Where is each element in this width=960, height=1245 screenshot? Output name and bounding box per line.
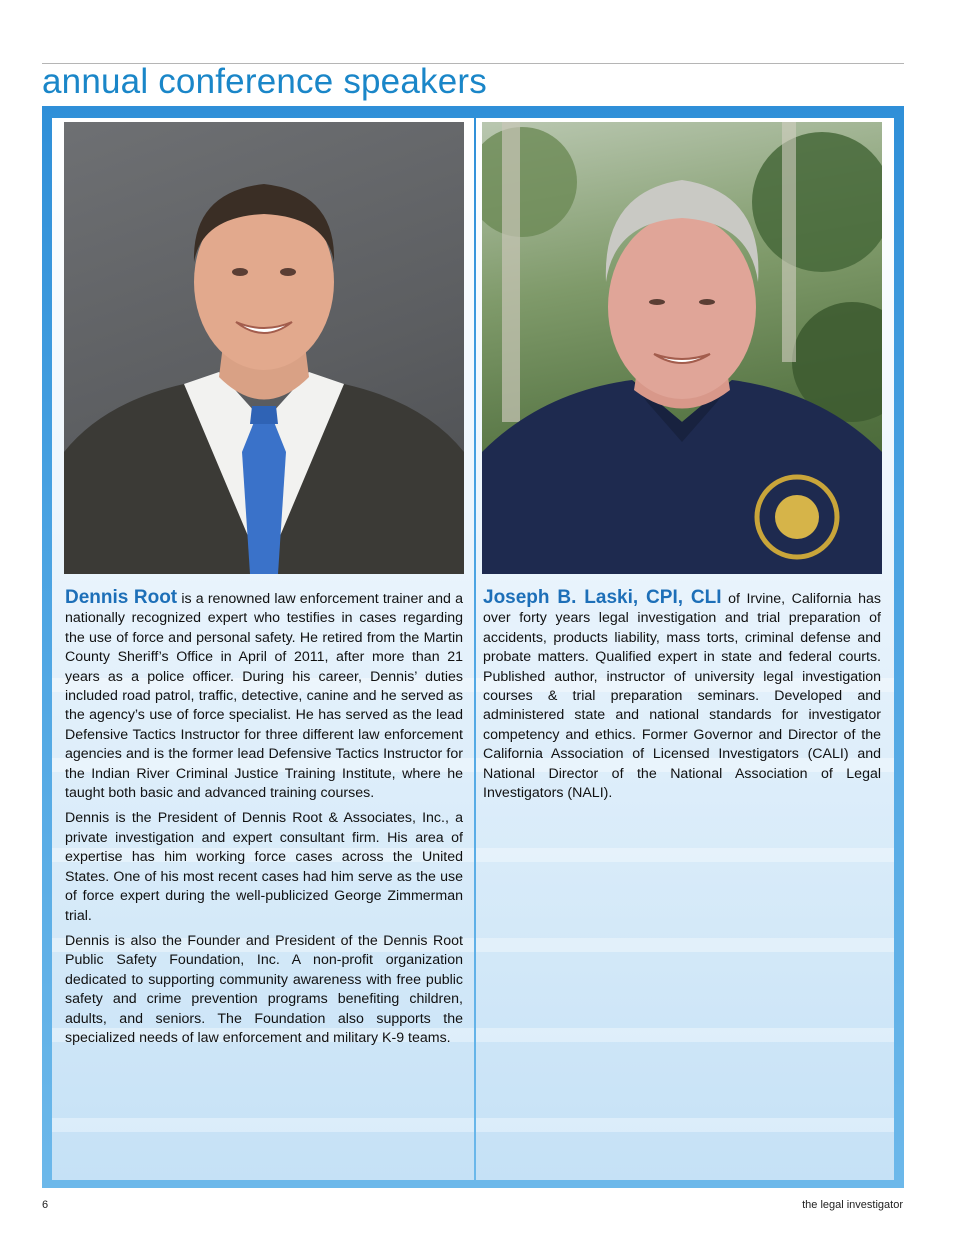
bio-paragraph xyxy=(483,588,881,803)
speaker-bio-dennis-root xyxy=(65,588,463,1054)
speaker-name: Dennis Root xyxy=(65,587,178,608)
speaker-photo-dennis-root xyxy=(64,122,464,574)
portrait-photo-icon xyxy=(482,122,882,574)
speaker-photo-joseph-laski xyxy=(482,122,882,574)
page-number: 6 xyxy=(42,1199,49,1211)
bio-paragraph: Dennis is the President of Dennis Root & Associates, Inc., a private investigation and expert consultant firm. His area of expertise has him working force cases across the United States. One of his most recent cases had him serve as the use of force expert during the well-publicized George Zimmerman trial. xyxy=(65,810,463,924)
bio-paragraph xyxy=(65,588,463,803)
speaker-name: Joseph B. Laski, CPI, CLI xyxy=(483,587,722,608)
bio-text: of Irvine, California has over forty years legal investigation and trial preparation of accidents, products liability, mass torts, criminal defense and probate matters. Qualified expert in state and federal courts. Published author, instructor of university legal investigation courses & trial preparation seminars. Developed and administered state and national standards for investigator competency and ethics. Former Governor and Director of the California Association of Licensed Investigators (CALI) and National Director of the National Association of Legal Investigators (NALI). xyxy=(483,591,881,802)
portrait-photo-icon xyxy=(64,122,464,574)
page-title: annual conference speakers xyxy=(42,62,487,101)
publication-title: the legal investigator xyxy=(802,1199,903,1211)
speaker-bio-joseph-laski xyxy=(483,588,881,809)
bio-paragraph: Dennis is also the Founder and President of the Dennis Root Public Safety Foundation, Inc. A non-profit organization dedicated to supporting community awareness with free public safety and crime prevention programs benefiting children, adults, and seniors. The Foundation also supports the specialized needs of law enforcement and military K-9 teams. xyxy=(65,932,463,1046)
bio-text: is a renowned law enforcement trainer and a nationally recognized expert who testifies in cases regarding the use of force and personal safety. He retired from the Martin County Sheriff’s Office in April of 2011, after more than 21 years as a police officer. During his career, Dennis’ duties included road patrol, traffic, detective, canine and he served as the agency’s use of force specialist. He has served as the lead Defensive Tactics Instructor for three different law enforcement agencies and is the former lead Defensive Tactics Instructor for the Indian River Criminal Justice Training Institute, where he taught both basic and advanced training courses. xyxy=(65,591,463,802)
